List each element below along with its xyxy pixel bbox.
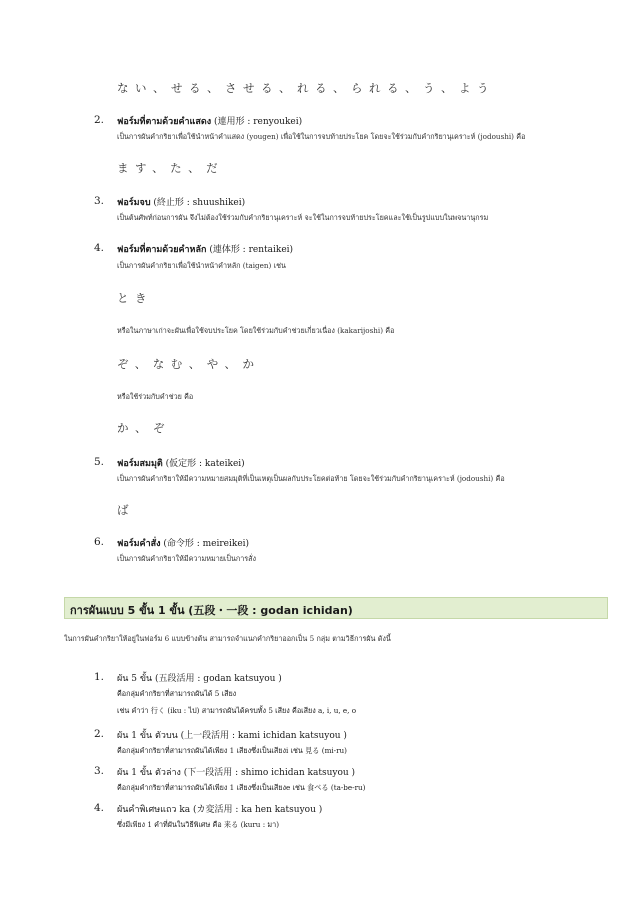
item-2-description: เป็นการผันคำกริยาเพื่อใช้นำหน้าคำแสดง (yougen) เพื่อใช้ในการจบท้ายประโยค โดยจะใช้ร่วมกับคำกริยานุเคราะห์ (jodoushi) คือ (117, 132, 526, 141)
group-3-number: 3. (94, 765, 105, 777)
group-3-title: ผัน 1 ขั้น ตัวล่าง (下一段活用 : shimo ichidan katsuyou ) (117, 768, 356, 778)
group-1-title: ผัน 5 ขั้น (五段活用 : godan katsuyou ) (117, 674, 282, 684)
group-1-sub-2: เช่น คำว่า 行く (iku : ไป) สามารถผันได้ครบทั้ง 5 เสียง คือเสียง a, i, u, e, o (117, 706, 357, 715)
item-6-title-thai: ฟอร์มคำสั่ง (117, 539, 161, 549)
item-6-description: เป็นการผันคำกริยาให้มีความหมายเป็นการสั่ง (117, 554, 257, 563)
item-5-title (117, 456, 245, 470)
group-2-sub-1: คือกลุ่มคำกริยาที่สามารถผันได้เพียง 1 เสียงซึ่งเป็นเสียงi เช่น 見る (mi-ru) (117, 746, 347, 755)
item-2-title (117, 114, 302, 128)
item-3-description: เป็นต้นศัพท์ก่อนการผัน จึงไม่ต้องใช้ร่วมกับคำกริยานุเคราะห์ จะใช้ในการจบท้ายประโยคและใช้เป็นรูปแบบในพจนานุกรม (117, 213, 489, 222)
section-intro: ในการผันคำกริยาให้อยู่ในฟอร์ม 6 แบบข้างต้น สามารถจำแนกคำกริยาออกเป็น 5 กลุ่ม ตามวิธีการผัน ดังนี้ (64, 634, 391, 643)
section-heading-band (64, 597, 608, 619)
item-5-number: 5. (94, 456, 105, 468)
group-1-sub-1: คือกลุ่มคำกริยาที่สามารถผันได้ 5 เสียง (117, 689, 237, 698)
jp-toki: とき (117, 291, 153, 305)
item-4-title-thai: ฟอร์มที่ตามด้วยคำหลัก (117, 245, 207, 255)
jp-particles-line-2: か、ぞ (117, 421, 171, 435)
item-2-title-term: (連用形 : renyoukei) (211, 117, 303, 127)
item-3-title (117, 195, 245, 209)
item-3-title-term: (終止形 : shuushikei) (150, 198, 246, 208)
item-3-number: 3. (94, 195, 105, 207)
jp-ba: ば (117, 503, 135, 517)
jp-particles-line-1: ぞ、なむ、や、か (117, 357, 261, 371)
item-5-title-thai: ฟอร์มสมมุติ (117, 459, 163, 469)
item-5-description: เป็นการผันคำกริยาให้มีความหมายสมมุติที่เป็นเหตุเป็นผลกับประโยคต่อท้าย โดยจะใช้ร่วมกับคำกริยานุเคราะห์ (jodoushi) คือ (117, 474, 505, 483)
item-2-title-thai: ฟอร์มที่ตามด้วยคำแสดง (117, 117, 212, 127)
group-4-sub-1: ซึ่งมีเพียง 1 คำที่ผันในวิธีพิเศษ คือ 来る (kuru : มา) (117, 820, 280, 829)
group-4-number: 4. (94, 802, 105, 814)
item-2-number: 2. (94, 114, 105, 126)
item-4-description-3: หรือใช้ร่วมกับคำช่วย คือ (117, 392, 194, 401)
item-3-title-thai: ฟอร์มจบ (117, 198, 151, 208)
section-heading: การผันแบบ 5 ขั้น 1 ขั้น (五段・一段 : godan ichidan) (70, 604, 353, 617)
group-3-sub-1: คือกลุ่มคำกริยาที่สามารถผันได้เพียง 1 เสียงซึ่งเป็นเสียงe เช่น 食べる (ta-be-ru) (117, 783, 366, 792)
group-2-title: ผัน 1 ขั้น ตัวบน (上一段活用 : kami ichidan katsuyou ) (117, 731, 347, 741)
jp-endings-line-2: ます、た、だ (117, 161, 225, 175)
item-5-title-term: (仮定形 : kateikei) (162, 459, 245, 469)
group-2-number: 2. (94, 728, 105, 740)
item-4-number: 4. (94, 242, 105, 254)
item-6-title-term: (命令形 : meireikei) (160, 539, 250, 549)
group-1-number: 1. (94, 671, 105, 683)
item-4-title-term: (連体形 : rentaikei) (206, 245, 294, 255)
item-6-number: 6. (94, 536, 105, 548)
item-6-title (117, 536, 249, 550)
group-4-title: ผันคำพิเศษแถว ka (カ変活用 : ka hen katsuyou ) (117, 805, 323, 815)
item-4-title (117, 242, 293, 256)
item-4-description-2: หรือในภาษาเก่าจะผันเพื่อใช้จบประโยค โดยใช้ร่วมกับคำช่วยเกี่ยวเนื่อง (kakarijoshi) คือ (117, 326, 395, 335)
item-4-description: เป็นการผันคำกริยาเพื่อใช้นำหน้าคำหลัก (taigen) เช่น (117, 261, 286, 270)
jp-endings-line-1: ない、せる、させる、れる、られる、う、よう (117, 81, 495, 95)
